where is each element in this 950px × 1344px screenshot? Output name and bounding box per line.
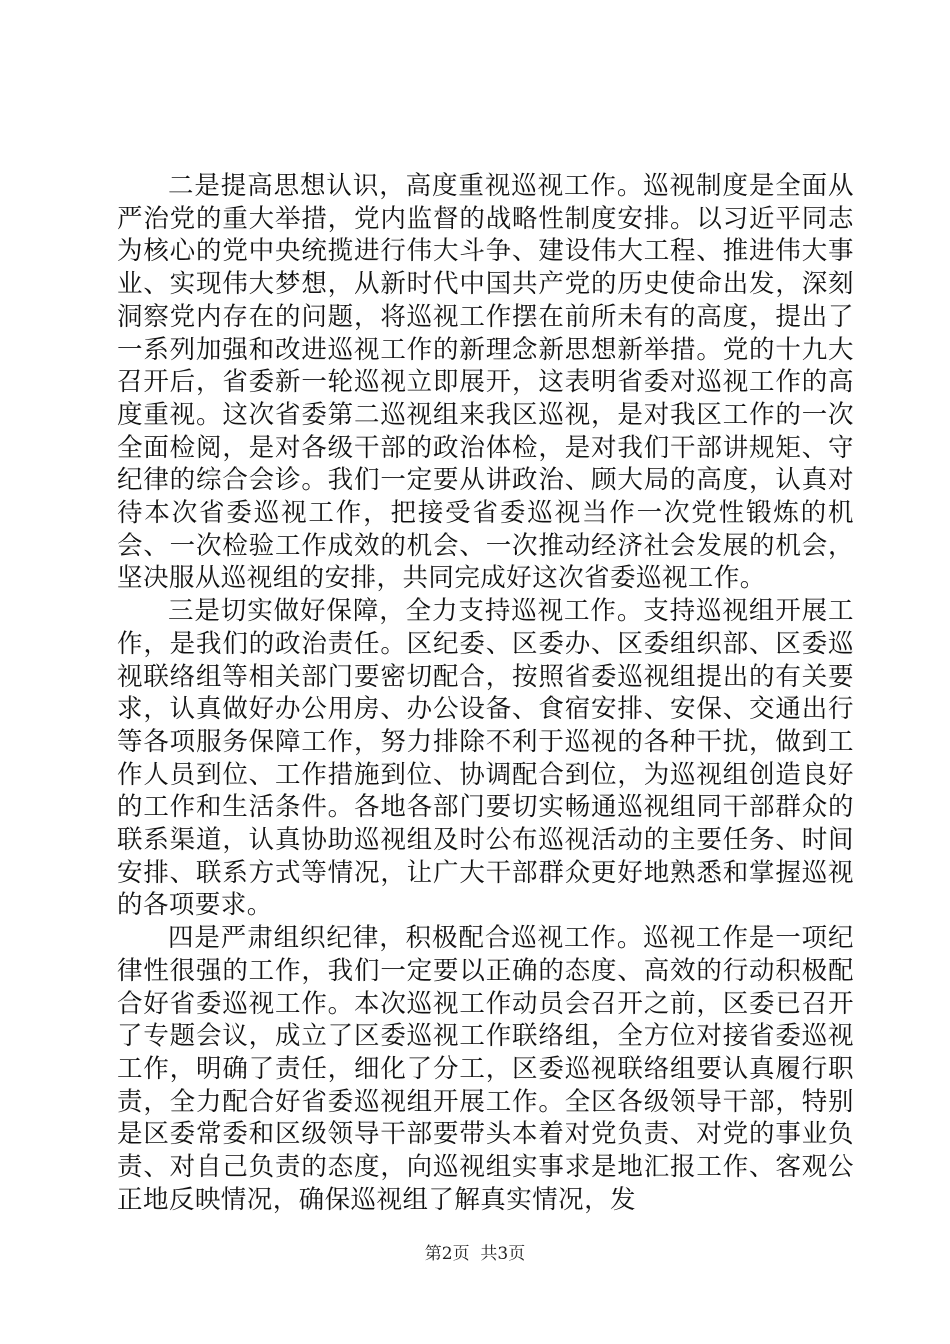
page-footer [0,1243,950,1265]
paragraph-2: 二是提高思想认识，高度重视巡视工作。巡视制度是全面从严治党的重大举措，党内监督的战略性制度安排。以习近平同志为核心的党中央统揽进行伟大斗争、建设伟大工程、推进伟大事业、实现伟大梦想，从新时代中国共产党的历史使命出发，深刻洞察党内存在的问题，将巡视工作摆在前所未有的高度，提出了一系列加强和改进巡视工作的新理念新思想新举措。党的十九大召开后，省委新一轮巡视立即展开，这表明省委对巡视工作的高度重视。这次省委第二巡视组来我区巡视，是对我区工作的一次全面检阅，是对各级干部的政治体检，是对我们干部讲规矩、守纪律的综合会诊。我们一定要从讲政治、顾大局的高度，认真对待本次省委巡视工作，把接受省委巡视当作一次党性锻炼的机会、一次检验工作成效的机会、一次推动经济社会发展的机会，坚决服从巡视组的安排，共同完成好这次省委巡视工作。 [117,171,854,594]
document-body [117,170,854,1217]
paragraph-3: 三是切实做好保障，全力支持巡视工作。支持巡视组开展工作，是我们的政治责任。区纪委、区委办、区委组织部、区委巡视联络组等相关部门要密切配合，按照省委巡视组提出的有关要求，认真做好办公用房、办公设备、食宿安排、安保、交通出行等各项服务保障工作，努力排除不利于巡视的各种干扰，做到工作人员到位、工作措施到位、协调配合到位，为巡视组创造良好的工作和生活条件。各地各部门要切实畅通巡视组同干部群众的联系渠道，认真协助巡视组及时公布巡视活动的主要任务、时间安排、联系方式等情况，让广大干部群众更好地熟悉和掌握巡视的各项要求。 [117,596,854,921]
page-number: 第2页 共3页 [424,1244,526,1264]
paragraph-4: 四是严肃组织纪律，积极配合巡视工作。巡视工作是一项纪律性很强的工作，我们一定要以正确的态度、高效的行动积极配合好省委巡视工作。本次巡视工作动员会召开之前，区委已召开了专题会议，成立了区委巡视工作联络组，全方位对接省委巡视工作，明确了责任，细化了分工，区委巡视联络组要认真履行职责，全力配合好省委巡视组开展工作。全区各级领导干部，特别是区委常委和区级领导干部要带头本着对党负责、对党的事业负责、对自己负责的态度，向巡视组实事求是地汇报工作、客观公正地反映情况，确保巡视组了解真实情况，发 [117,923,854,1215]
